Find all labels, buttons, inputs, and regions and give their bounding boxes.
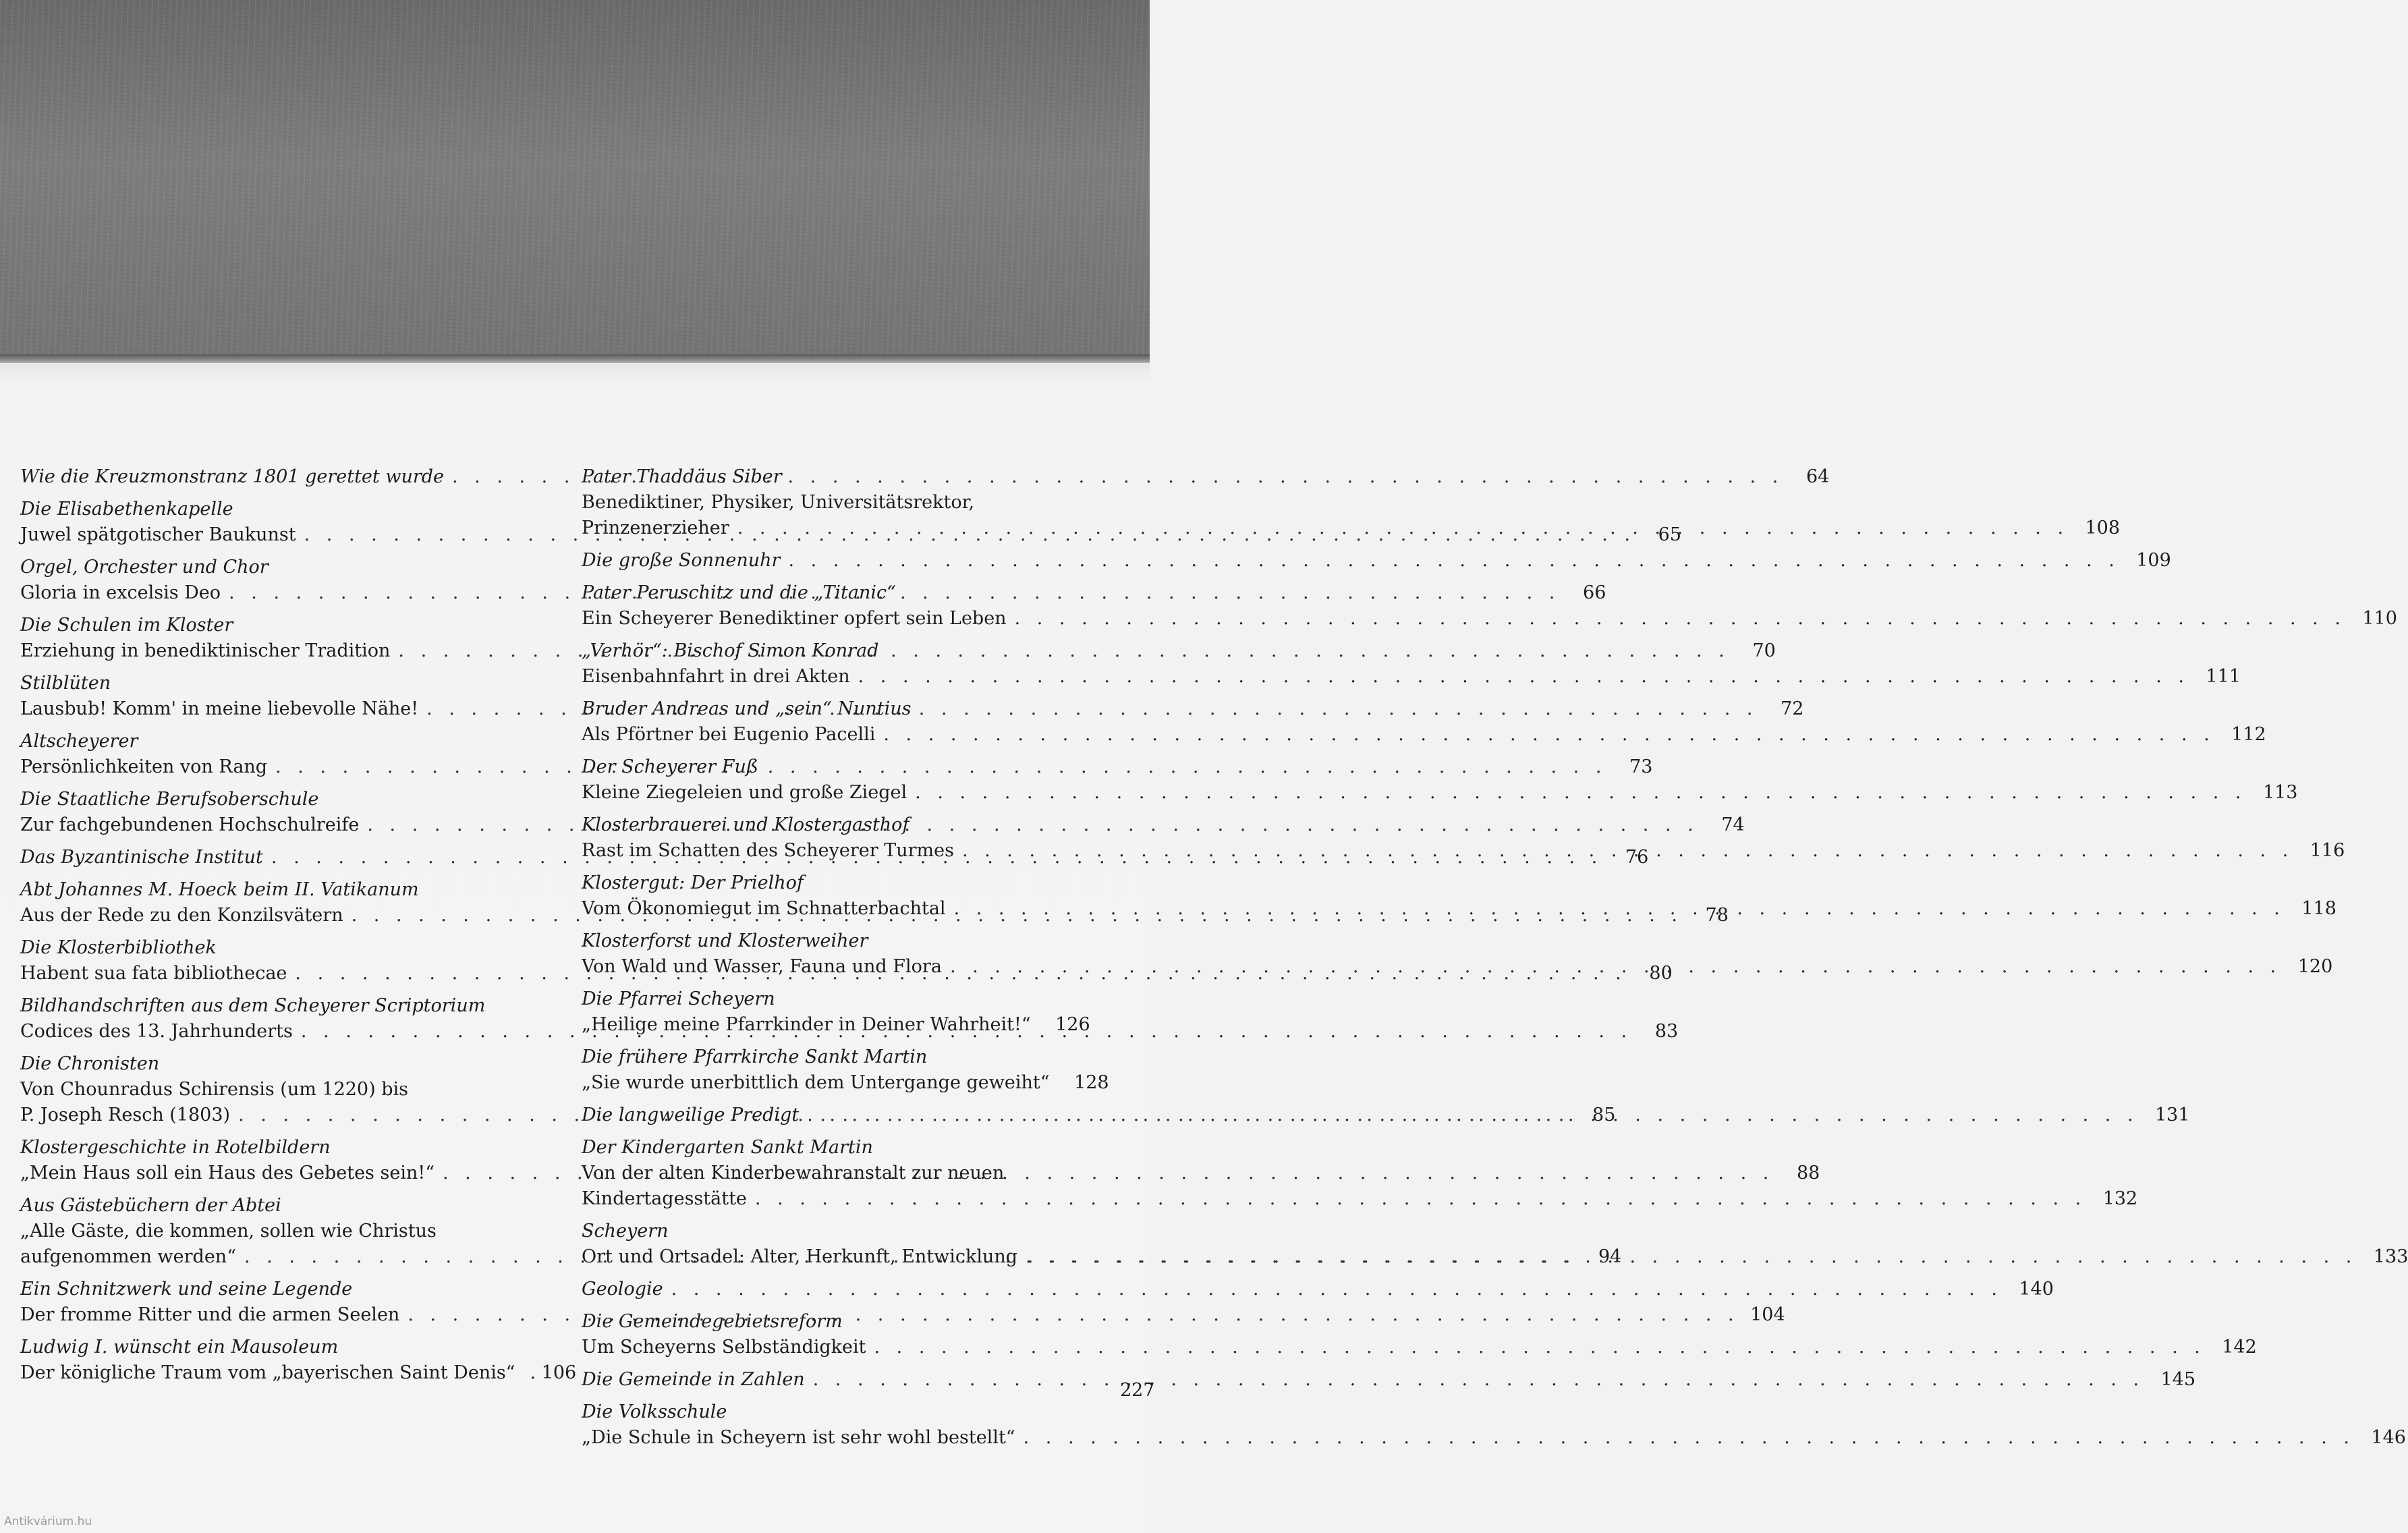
toc-page-number: 145: [2160, 1369, 2196, 1390]
toc-subtitle: Ein Scheyerer Benediktiner opfert sein Leben: [582, 608, 1007, 629]
toc-heading: Wie die Kreuzmonstranz 1801 gerettet wurde: [20, 466, 445, 487]
toc-subtitle: P. Joseph Resch (1803): [20, 1105, 231, 1125]
entry-gap: [582, 1212, 1088, 1219]
toc-line: [582, 1425, 2406, 1451]
toc-heading: Ein Schnitzwerk und seine Legende: [20, 1279, 353, 1300]
toc-heading: Die langweilige Predigt: [582, 1105, 800, 1125]
toc-line: [20, 555, 532, 580]
toc-subtitle: Als Pförtner bei Eugenio Pacelli: [582, 724, 876, 745]
entry-gap: [20, 606, 532, 613]
toc-subtitle: Juwel spätgotischer Baukunst: [20, 524, 296, 545]
toc-heading: Der Kindergarten Sankt Martin: [582, 1137, 873, 1158]
toc-subtitle: Von Chounradus Schirensis (um 1220) bis: [20, 1079, 409, 1100]
toc-subtitle: Benediktiner, Physiker, Universitätsrektor,: [582, 492, 975, 513]
toc-line: [582, 1219, 1088, 1244]
toc-entry: [582, 1277, 2054, 1302]
toc-line: [582, 638, 1088, 664]
dot-leader: [883, 722, 2214, 748]
toc-entry: [20, 1335, 577, 1386]
toc-subtitle: Von Wald und Wasser, Fauna und Flora: [582, 956, 942, 977]
toc-subtitle: „Die Schule in Scheyern ist sehr wohl bestellt“: [582, 1427, 1015, 1448]
toc-page-number: 118: [2301, 898, 2336, 919]
toc-line: [582, 870, 1088, 896]
toc-heading: Die Chronisten: [20, 1053, 160, 1074]
toc-page-number: 76: [1625, 847, 1649, 868]
toc-heading: Die Staatliche Berufsoberschule: [20, 789, 319, 810]
toc-heading: Aus Gästebüchern der Abtei: [20, 1195, 281, 1216]
toc-subtitle: Kindertagesstätte: [582, 1188, 747, 1209]
toc-heading: Pater Thaddäus Siber: [582, 466, 782, 487]
toc-subtitle: Der königliche Traum vom „bayerischen Saint Denis“: [20, 1362, 515, 1383]
toc-line: [582, 464, 1088, 490]
entry-gap: [20, 1128, 532, 1135]
toc-heading: Bruder Andreas und „sein“ Nuntius: [582, 698, 912, 719]
toc-line: [582, 1012, 1088, 1038]
toc-page-number: 70: [1752, 640, 1776, 661]
entry-gap: [20, 722, 532, 729]
entry-gap: [582, 806, 1088, 812]
toc-subtitle: Kleine Ziegeleien und große Ziegel: [582, 782, 907, 803]
dot-leader: [874, 1335, 2206, 1360]
toc-line: [20, 787, 532, 812]
dot-leader: [807, 1103, 2138, 1128]
toc-page-number: 146: [2371, 1427, 2406, 1448]
toc-subtitle: Ort und Ortsadel: Alter, Herkunft, Entwicklung: [582, 1246, 1018, 1267]
toc-page-number: 131: [2154, 1105, 2190, 1125]
toc-heading: Die Pfarrei Scheyern: [582, 988, 775, 1009]
toc-subtitle: „Mein Haus soll ein Haus des Gebetes sein!“: [20, 1163, 435, 1183]
toc-page-number: 113: [2262, 782, 2298, 803]
dot-leader: [813, 1367, 2144, 1393]
toc-entry: [582, 1399, 2406, 1451]
toc-page-number: . 106: [530, 1362, 577, 1383]
toc-page-number: 120: [2297, 956, 2333, 977]
dot-leader: [858, 664, 2189, 690]
toc-heading: Scheyern: [582, 1221, 669, 1242]
toc-subtitle: Erziehung in benediktinischer Tradition: [20, 640, 391, 661]
entry-gap: [582, 1302, 1088, 1309]
toc-subtitle: Lausbub! Komm' in meine liebevolle Nähe!: [20, 698, 419, 719]
toc-line: [582, 490, 1088, 515]
toc-line: [582, 722, 2266, 748]
toc-entry: [582, 1044, 1109, 1096]
toc-subtitle: Gloria in excelsis Deo: [20, 582, 221, 603]
toc-page-number: 140: [2019, 1279, 2054, 1300]
toc-line: [582, 580, 1088, 606]
toc-page-number: 104: [1750, 1304, 1785, 1325]
toc-line: [582, 986, 1088, 1012]
toc-heading: Die Gemeindegebietsreform: [582, 1311, 843, 1332]
toc-heading: Klostergeschichte in Rotelbildern: [20, 1137, 331, 1158]
toc-heading: Die Schulen im Kloster: [20, 615, 233, 636]
toc-page-number: 111: [2206, 666, 2241, 687]
toc-line: [582, 1070, 1109, 1096]
toc-subtitle: Prinzenerzieher: [582, 518, 729, 538]
toc-line: [20, 729, 532, 754]
toc-line: [582, 754, 1088, 780]
entry-gap: [582, 1128, 1088, 1135]
entry-gap: [20, 548, 532, 555]
toc-page-number: 133: [2373, 1246, 2408, 1267]
toc-heading: Geologie: [582, 1279, 663, 1300]
toc-line: [582, 548, 2171, 574]
toc-line: [582, 606, 2397, 632]
entry-gap: [20, 490, 532, 497]
entry-gap: [582, 1393, 1088, 1399]
watermark: Antikvárium.hu: [4, 1515, 92, 1528]
toc-line: [20, 1077, 532, 1103]
toc-line: [20, 877, 532, 903]
toc-page-number: 65: [1658, 524, 1681, 545]
toc-page-number: 94: [1598, 1246, 1622, 1267]
toc-subtitle: „Heilige meine Pfarrkinder in Deiner Wahrheit!“: [582, 1014, 1031, 1035]
toc-subtitle: Um Scheyerns Selbständigkeit: [582, 1337, 866, 1358]
toc-line: [582, 780, 2298, 806]
toc-line: [20, 1193, 532, 1219]
toc-subtitle: Habent sua fata bibliothecae: [20, 963, 287, 984]
toc-heading: Klosterbrauerei und Klostergasthof: [582, 814, 909, 835]
toc-heading: Ludwig I. wünscht ein Mausoleum: [20, 1337, 339, 1358]
toc-heading: Pater Peruschitz und die „Titanic“: [582, 582, 896, 603]
toc-heading: Stilblüten: [20, 673, 111, 694]
toc-page-number: 142: [2222, 1337, 2257, 1358]
dot-leader: [1026, 1244, 2357, 1270]
toc-heading: Die große Sonnenuhr: [582, 550, 781, 571]
toc-page-number: 80: [1649, 963, 1673, 984]
entry-gap: [582, 1096, 1088, 1103]
toc-page-number: 108: [2085, 518, 2121, 538]
toc-line: [582, 1335, 2257, 1360]
toc-subtitle: Rast im Schatten des Scheyerer Turmes: [582, 840, 954, 861]
toc-subtitle: Von der alten Kinderbewahranstalt zur neuen: [582, 1163, 1005, 1183]
entry-gap: [582, 1270, 1088, 1277]
toc-line: [20, 613, 532, 638]
entry-gap: [20, 870, 532, 877]
entry-gap: [582, 1038, 1088, 1044]
toc-line: [20, 671, 532, 696]
entry-gap: [20, 1186, 532, 1193]
toc-heading: Die frühere Pfarrkirche Sankt Martin: [582, 1047, 928, 1067]
toc-line: [582, 1309, 1088, 1335]
toc-page-number: 110: [2362, 608, 2397, 629]
toc-page-number: 74: [1721, 814, 1745, 835]
dot-leader: [788, 548, 2119, 574]
toc-page-number: 83: [1654, 1021, 1679, 1042]
dot-leader: [1015, 606, 2346, 632]
entry-gap: [20, 1328, 532, 1335]
toc-entry: [582, 548, 2171, 574]
toc-subtitle: aufgenommen werden“: [20, 1246, 236, 1267]
book-cover-background: [0, 0, 1150, 361]
entry-gap: [582, 690, 1088, 696]
toc-heading: Abt Johannes M. Hoeck beim II. Vatikanum: [20, 879, 419, 900]
toc-line: [20, 1219, 532, 1244]
toc-subtitle: „Sie wurde unerbittlich dem Untergange geweiht“: [582, 1072, 1050, 1093]
toc-heading: Die Volksschule: [582, 1401, 727, 1422]
entry-gap: [20, 780, 532, 787]
toc-page-number: 126: [1055, 1014, 1090, 1035]
dot-leader: [755, 1186, 2086, 1212]
toc-subtitle: Zur fachgebundenen Hochschulreife: [20, 814, 360, 835]
toc-heading: Bildhandschriften aus dem Scheyerer Scriptorium: [20, 995, 486, 1016]
toc-entry: [582, 986, 1088, 1038]
dot-leader: [737, 515, 2069, 541]
toc-heading: Die Gemeinde in Zahlen: [582, 1369, 805, 1390]
toc-line: [582, 1161, 1088, 1186]
toc-page-number: 109: [2136, 550, 2171, 571]
entry-gap: [582, 541, 1088, 548]
dot-leader: [950, 954, 2281, 980]
toc-heading: Orgel, Orchester und Chor: [20, 557, 269, 578]
toc-subtitle: Codices des 13. Jahrhunderts: [20, 1021, 293, 1042]
toc-line: [20, 1335, 532, 1360]
toc-line: [582, 664, 2241, 690]
page-number: 227: [1120, 1380, 1155, 1401]
toc-line: [582, 1399, 1088, 1425]
toc-subtitle: „Alle Gäste, die kommen, sollen wie Christus: [20, 1221, 437, 1242]
toc-heading: Altscheyerer: [20, 731, 138, 752]
toc-subtitle: Aus der Rede zu den Konzilsvätern: [20, 905, 343, 926]
toc-line: [582, 812, 1088, 838]
entry-gap: [20, 664, 532, 671]
entry-gap: [582, 980, 1088, 986]
entry-gap: [582, 1360, 1088, 1367]
toc-heading: Das Byzantinische Institut: [20, 847, 263, 868]
toc-line: [20, 497, 532, 522]
toc-line: [20, 1051, 532, 1077]
entry-gap: [20, 986, 532, 993]
toc-page-number: 128: [1074, 1072, 1109, 1093]
toc-heading: „Verhör“: Bischof Simon Konrad: [582, 640, 879, 661]
toc-line: [20, 993, 532, 1019]
entry-gap: [582, 922, 1088, 928]
entry-gap: [582, 748, 1088, 754]
toc-heading: Klostergut: Der Prielhof: [582, 872, 804, 893]
toc-page-number: 73: [1629, 756, 1653, 777]
toc-page-number: 72: [1781, 698, 1804, 719]
dot-leader: [954, 896, 2285, 922]
toc-page-number: 78: [1705, 905, 1729, 926]
entry-gap: [20, 838, 532, 845]
dot-leader: [1024, 1425, 2355, 1451]
toc-line: [20, 1277, 532, 1302]
toc-subtitle: Persönlichkeiten von Rang: [20, 756, 268, 777]
toc-line: [582, 1277, 2054, 1302]
entry-gap: [20, 1270, 532, 1277]
toc-page-number: 88: [1796, 1163, 1820, 1183]
toc-heading: Die Elisabethenkapelle: [20, 499, 233, 520]
toc-page-number: 64: [1805, 466, 1830, 487]
dot-leader: [915, 780, 2246, 806]
dot-leader: [671, 1277, 2003, 1302]
toc-heading: Klosterforst und Klosterweiher: [582, 930, 868, 951]
toc-heading: Der Scheyerer Fuß: [582, 756, 758, 777]
toc-page-number: 112: [2231, 724, 2266, 745]
toc-line: [20, 935, 532, 961]
entry-gap: [582, 574, 1088, 580]
toc-line: [582, 696, 1088, 722]
entry-gap: [582, 864, 1088, 870]
toc-subtitle: Eisenbahnfahrt in drei Akten: [582, 666, 850, 687]
toc-page-number: 132: [2102, 1188, 2138, 1209]
toc-page-number: 66: [1583, 582, 1606, 603]
entry-gap: [582, 632, 1088, 638]
toc-line: [582, 1186, 2138, 1212]
toc-page-number: 85: [1592, 1105, 1616, 1125]
toc-page-number: 116: [2309, 840, 2345, 861]
toc-line: [582, 1044, 1088, 1070]
dot-leader: [962, 838, 2293, 864]
entry-gap: [20, 928, 532, 935]
toc-line: [582, 1135, 1088, 1161]
toc-line: [20, 1135, 532, 1161]
toc-subtitle: Vom Ökonomiegut im Schnatterbachtal: [582, 898, 946, 919]
toc-heading: Die Klosterbibliothek: [20, 937, 217, 958]
toc-line: [20, 1360, 577, 1386]
cover-edge: [0, 354, 1150, 364]
toc-line: [582, 928, 1088, 954]
toc-subtitle: Der fromme Ritter und die armen Seelen: [20, 1304, 400, 1325]
entry-gap: [20, 1044, 532, 1051]
